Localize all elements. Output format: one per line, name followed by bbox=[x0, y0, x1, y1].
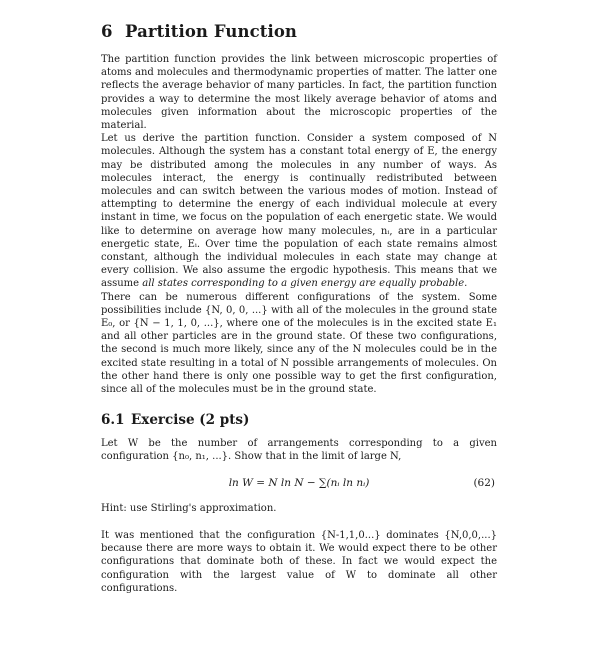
exercise-text: Let W be the number of arrangements corresponding to a given configuration {n₀, n₁, ...}. Show that in the limit of large N, bbox=[101, 438, 497, 463]
ergodic-emphasis: all states corresponding to a given energy are equally probable. bbox=[142, 278, 468, 290]
section-heading bbox=[101, 22, 497, 41]
subsection-heading bbox=[101, 412, 497, 428]
subsection-number: 6.1 bbox=[101, 412, 125, 429]
paragraph-closing: It was mentioned that the configuration {N-1,1,0...} dominates {N,0,0,...} because there are more ways to obtain it. We would expect there to be other configurations that dominate both of these. In fact we would expect the configuration with the largest value of W to dominate all other configurations. bbox=[101, 529, 497, 594]
hint-text: Hint: use Stirling's approximation. bbox=[101, 502, 277, 514]
document-page bbox=[101, 22, 497, 595]
paragraph-derivation bbox=[101, 132, 497, 290]
equation-block bbox=[101, 474, 497, 496]
paragraph-derivation-text: Let us derive the partition function. Consider a system composed of N molecules. Although the system has a constant total energy of E, the energy may be distributed among the molecules in any number of ways. As molecules interact, the energy is continually redistributed between molecules and can switch between the various modes of motion. Instead of attempting to determine the energy of each individual molecule at every instant in time, we focus on the population of each energetic state. We would like to determine on average how many molecules, nᵢ, are in a particular energetic state, Eᵢ. Over time the population of each state remains almost constant, although the individual molecules in each state may change at every collision. We also assume the ergodic hypothesis. This means that we assume bbox=[101, 133, 497, 290]
paragraph-configurations: There can be numerous different configurations of the system. Some possibilities include {N, 0, 0, ...} with all of the molecules in the ground state E₀, or {N − 1, 1, 0, ...}, where one of the molecules is in the excited state E₁ and all other particles are in the ground state. Of these two configurations, the second is much more likely, since any of the N molecules could be in the excited state resulting in a total of N possible arrangements of molecules. On the other hand there is only one possible way to get the first configuration, since all of the molecules must be in the ground state. bbox=[101, 291, 497, 396]
equation-number: (62) bbox=[473, 476, 495, 489]
section-title: Partition Function bbox=[125, 22, 298, 41]
paragraph-intro: The partition function provides the link between microscopic properties of atoms and molecules and thermodynamic properties of matter. The latter one reflects the average behavior of many particles. In fact, the partition function provides a way to determine the most likely average behavior of atoms and molecules given information about the microscopic properties of the material. bbox=[101, 54, 497, 132]
equation-formula: ln W = N ln N − ∑(nᵢ ln nᵢ) bbox=[228, 476, 370, 489]
subsection-title: Exercise (2 pts) bbox=[131, 412, 250, 429]
section-number: 6 bbox=[101, 22, 113, 41]
